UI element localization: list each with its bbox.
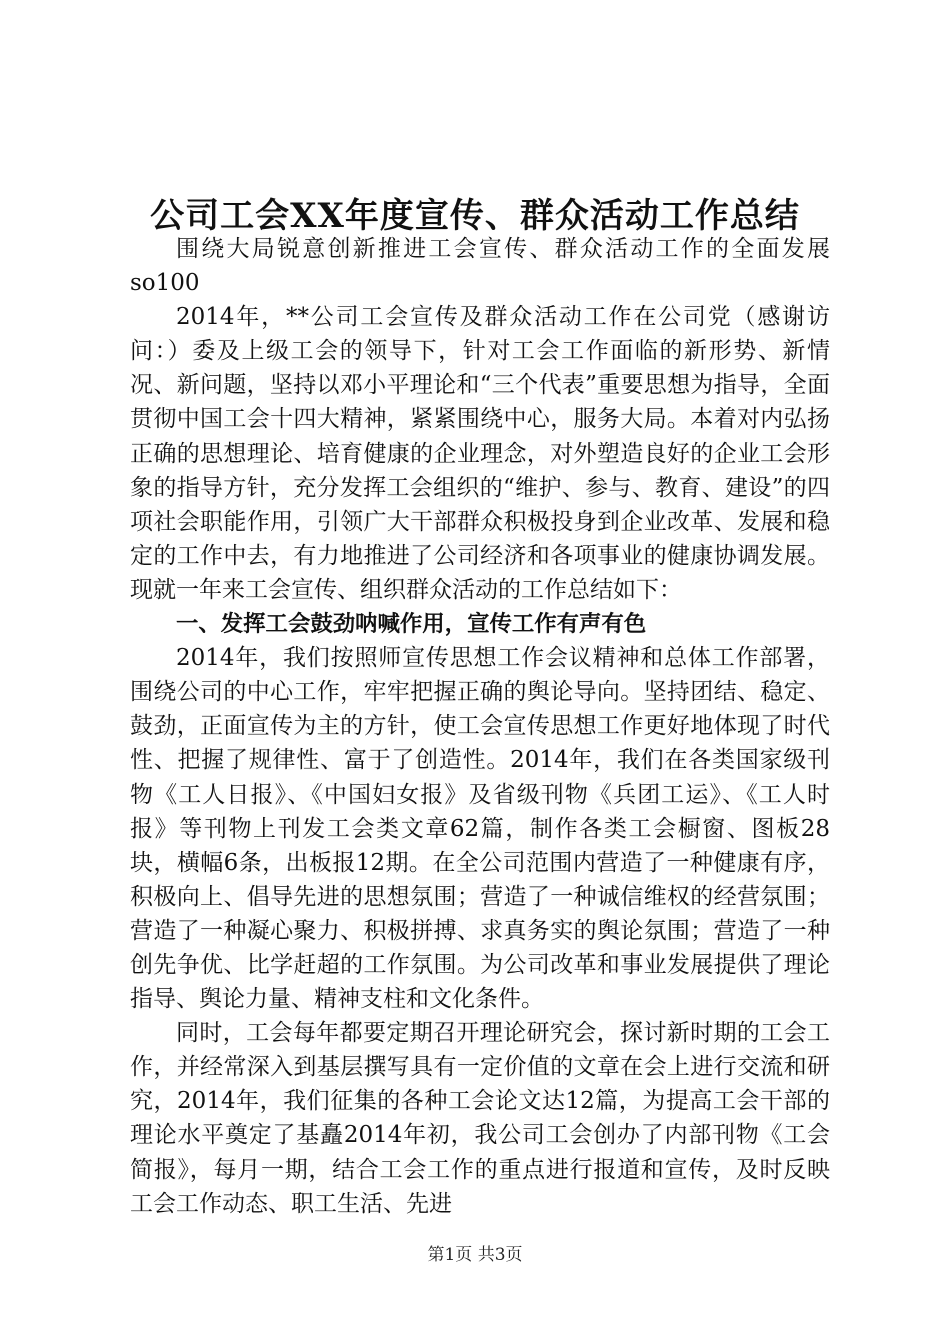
paragraph-research: 同时，工会每年都要定期召开理论研究会，探讨新时期的工会工作，并经常深入到基层撰写具有一定价值的文章在会上进行交流和研究，2014年，我们征集的各种工会论文达12篇，为提高工会干部的理论水平奠定了基矗2014年初，我公司工会创办了内部刊物《工会简报》，每月一期，结合工会工作的重点进行报道和宣传，及时反映工会工作动态、职工生活、先进 (130, 1020, 830, 1217)
section-heading: 一、发挥工会鼓劲呐喊作用，宣传工作有声有色 (176, 611, 647, 638)
paragraph-publicity: 2014年，我们按照师宣传思想工作会议精神和总体工作部署，围绕公司的中心工作，牢牢把握正确的舆论导向。坚持团结、稳定、鼓劲，正面宣传为主的方针，使工会宣传思想工作更好地体现了时代性、把握了规律性、富于了创造性。2014年，我们在各类国家级刊物《工人日报》、《中国妇女报》及省级刊物《兵团工运》、《工人时报》等刊物上刊发工会类文章62篇，制作各类工会橱窗、图板28块，横幅6条，出板报12期。在全公司范围内营造了一种健康有序，积极向上、倡导先进的思想氛围；营造了一种诚信维权的经营氛围；营造了一种凝心聚力、积极拼搏、求真务实的舆论氛围；营造了一种创先争优、比学赶超的工作氛围。为公司改革和事业发展提供了理论指导、舆论力量、精神支柱和文化条件。 (130, 645, 830, 1013)
document-body (130, 232, 830, 1221)
paragraph-intro: 2014年，**公司工会宣传及群众活动工作在公司党（感谢访问：）委及上级工会的领导下，针对工会工作面临的新形势、新情况、新问题，坚持以邓小平理论和“三个代表”重要思想为指导，全面贯彻中国工会十四大精神，紧紧围绕中心，服务大局。本着对内弘扬正确的思想理论、培育健康的企业理念，对外塑造良好的企业工会形象的指导方针，充分发挥工会组织的“维护、参与、教育、建设”的四项社会职能作用，引领广大干部群众积极投身到企业改革、发展和稳定的工作中去，有力地推进了公司经济和各项事业的健康协调发展。现就一年来工会宣传、组织群众活动的工作总结如下： (130, 304, 830, 603)
paragraph-subtitle: 围绕大局锐意创新推进工会宣传、群众活动工作的全面发展so100 (130, 236, 830, 297)
document-title: 公司工会XX年度宣传、群众活动工作总结 (150, 196, 800, 236)
page-footer: 第1页 共3页 (427, 1245, 523, 1265)
